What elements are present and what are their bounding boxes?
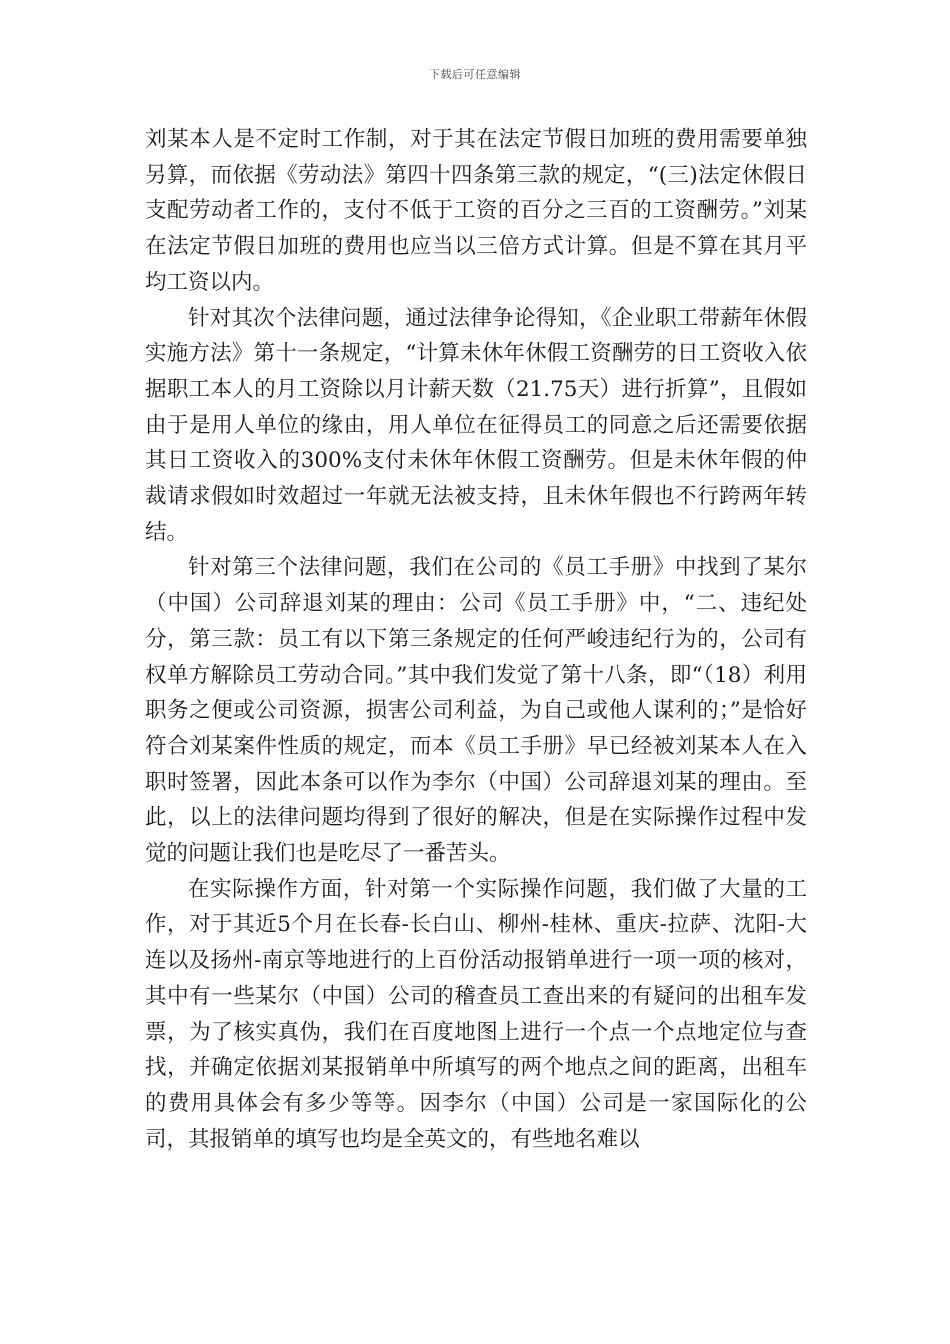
- document-body: [145, 122, 807, 1157]
- paragraph-4: 在实际操作方面，针对第一个实际操作问题，我们做了大量的工作，对于其近5个月在长春-长白山、柳州-桂林、重庆-拉萨、沈阳-大连以及扬州-南京等地进行的上百份活动报销单进行一项一项的核对，其中有一些某尔（中国）公司的稽查员工查出来的有疑问的出租车发票，为了核实真伪，我们在百度地图上进行一个点一个点地定位与查找，并确定依据刘某报销单中所填写的两个地点之间的距离，出租车的费用具体会有多少等等。因李尔（中国）公司是一家国际化的公司，其报销单的填写也均是全英文的，有些地名难以: [145, 876, 807, 1152]
- paragraph-2: 针对其次个法律问题，通过法律争论得知，《企业职工带薪年休假实施方法》第十一条规定，“计算未休年休假工资酬劳的日工资收入依据职工本人的月工资除以月计薪天数（21.75天）进行折算”，且假如由于是用人单位的缘由，用人单位在征得员工的同意之后还需要依据其日工资收入的300%支付未休年休假工资酬劳。但是未休年假的仲裁请求假如时效超过一年就无法被支持，且未休年假也不行跨两年转结。: [145, 305, 807, 545]
- paragraph-1: 刘某本人是不定时工作制，对于其在法定节假日加班的费用需要单独另算，而依据《劳动法》第四十四条第三款的规定，“(三)法定休假日支配劳动者工作的，支付不低于工资的百分之三百的工资酬劳。”刘某在法定节假日加班的费用也应当以三倍方式计算。但是不算在其月平均工资以内。: [145, 127, 807, 295]
- page-header: 下载后可任意编辑: [429, 68, 521, 81]
- paragraph-3: 针对第三个法律问题，我们在公司的《员工手册》中找到了某尔（中国）公司辞退刘某的理由：公司《员工手册》中，“二、违纪处分，第三款：员工有以下第三条规定的任何严峻违纪行为的，公司有权单方解除员工劳动合同。”其中我们发觉了第十八条，即“（18）利用职务之便或公司资源，损害公司利益，为自己或他人谋利的；”是恰好符合刘某案件性质的规定，而本《员工手册》早已经被刘某本人在入职时签署，因此本条可以作为李尔（中国）公司辞退刘某的理由。至此，以上的法律问题均得到了很好的解决，但是在实际操作过程中发觉的问题让我们也是吃尽了一番苦头。: [145, 555, 807, 867]
